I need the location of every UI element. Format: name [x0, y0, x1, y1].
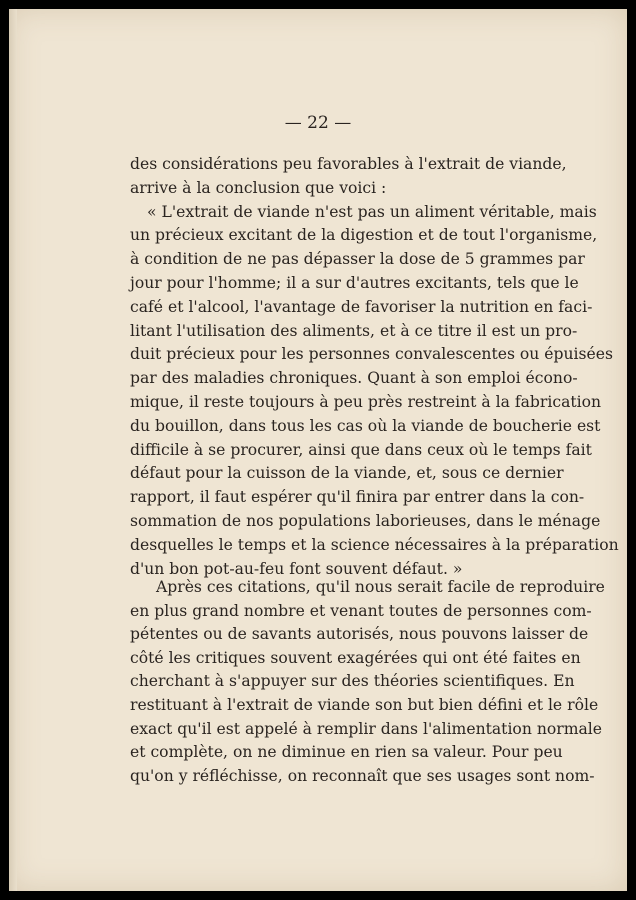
text-line: défaut pour la cuisson de la viande, et, sous ce dernier: [130, 464, 564, 483]
text-line: Après ces citations, qu'il nous serait facile de reproduire: [156, 578, 605, 596]
page-number: — 22 —: [284, 113, 352, 133]
text-line: sommation de nos populations laborieuses, dans le ménage: [130, 512, 601, 530]
text-line: café et l'alcool, l'avantage de favoriser la nutrition en faci-: [130, 297, 593, 316]
text-line: pétentes ou de savants autorisés, nous pouvons laisser de: [130, 625, 589, 644]
text-line: desquelles le temps et la science nécessaires à la préparation: [130, 535, 619, 554]
text-line: mique, il reste toujours à peu près restreint à la fabrication: [130, 393, 602, 411]
text-line: du bouillon, dans tous les cas où la viande de boucherie est: [130, 416, 601, 435]
text-line: des considérations peu favorables à l'extrait de viande,: [130, 155, 567, 173]
text-line: jour pour l'homme; il a sur d'autres excitants, tels que le: [130, 274, 579, 292]
text-line: duit précieux pour les personnes convalescentes ou épuisées: [130, 345, 614, 364]
text-line: restituant à l'extrait de viande son but bien défini et le rôle: [130, 696, 599, 714]
text-line: « L'extrait de viande n'est pas un aliment véritable, mais: [147, 202, 597, 221]
text-line: qu'on y réfléchisse, on reconnaît que ses usages sont nom-: [130, 766, 595, 785]
text-line: litant l'utilisation des aliments, et à ce titre il est un pro-: [130, 321, 578, 340]
text-line: d'un bon pot-au-feu font souvent défaut. »: [130, 559, 463, 578]
text-line: et complète, on ne diminue en rien sa valeur. Pour peu: [130, 743, 563, 762]
text-line: un précieux excitant de la digestion et de tout l'organisme,: [130, 226, 598, 245]
text-line: arrive à la conclusion que voici :: [130, 178, 387, 197]
text-line: cherchant à s'appuyer sur des théories scientifiques. En: [130, 672, 575, 691]
text-line: exact qu'il est appelé à remplir dans l'alimentation normale: [130, 719, 603, 738]
text-line: en plus grand nombre et venant toutes de personnes com-: [130, 601, 592, 620]
page-edge: [9, 9, 17, 891]
text-line: difficile à se procurer, ainsi que dans ceux où le temps fait: [130, 440, 592, 459]
text-line: à condition de ne pas dépasser la dose de 5 grammes par: [130, 250, 585, 269]
text-line: par des maladies chroniques. Quant à son emploi écono-: [130, 369, 578, 388]
text-line: rapport, il faut espérer qu'il finira par entrer dans la con-: [130, 488, 585, 507]
text-line: côté les critiques souvent exagérées qui ont été faites en: [130, 648, 581, 667]
